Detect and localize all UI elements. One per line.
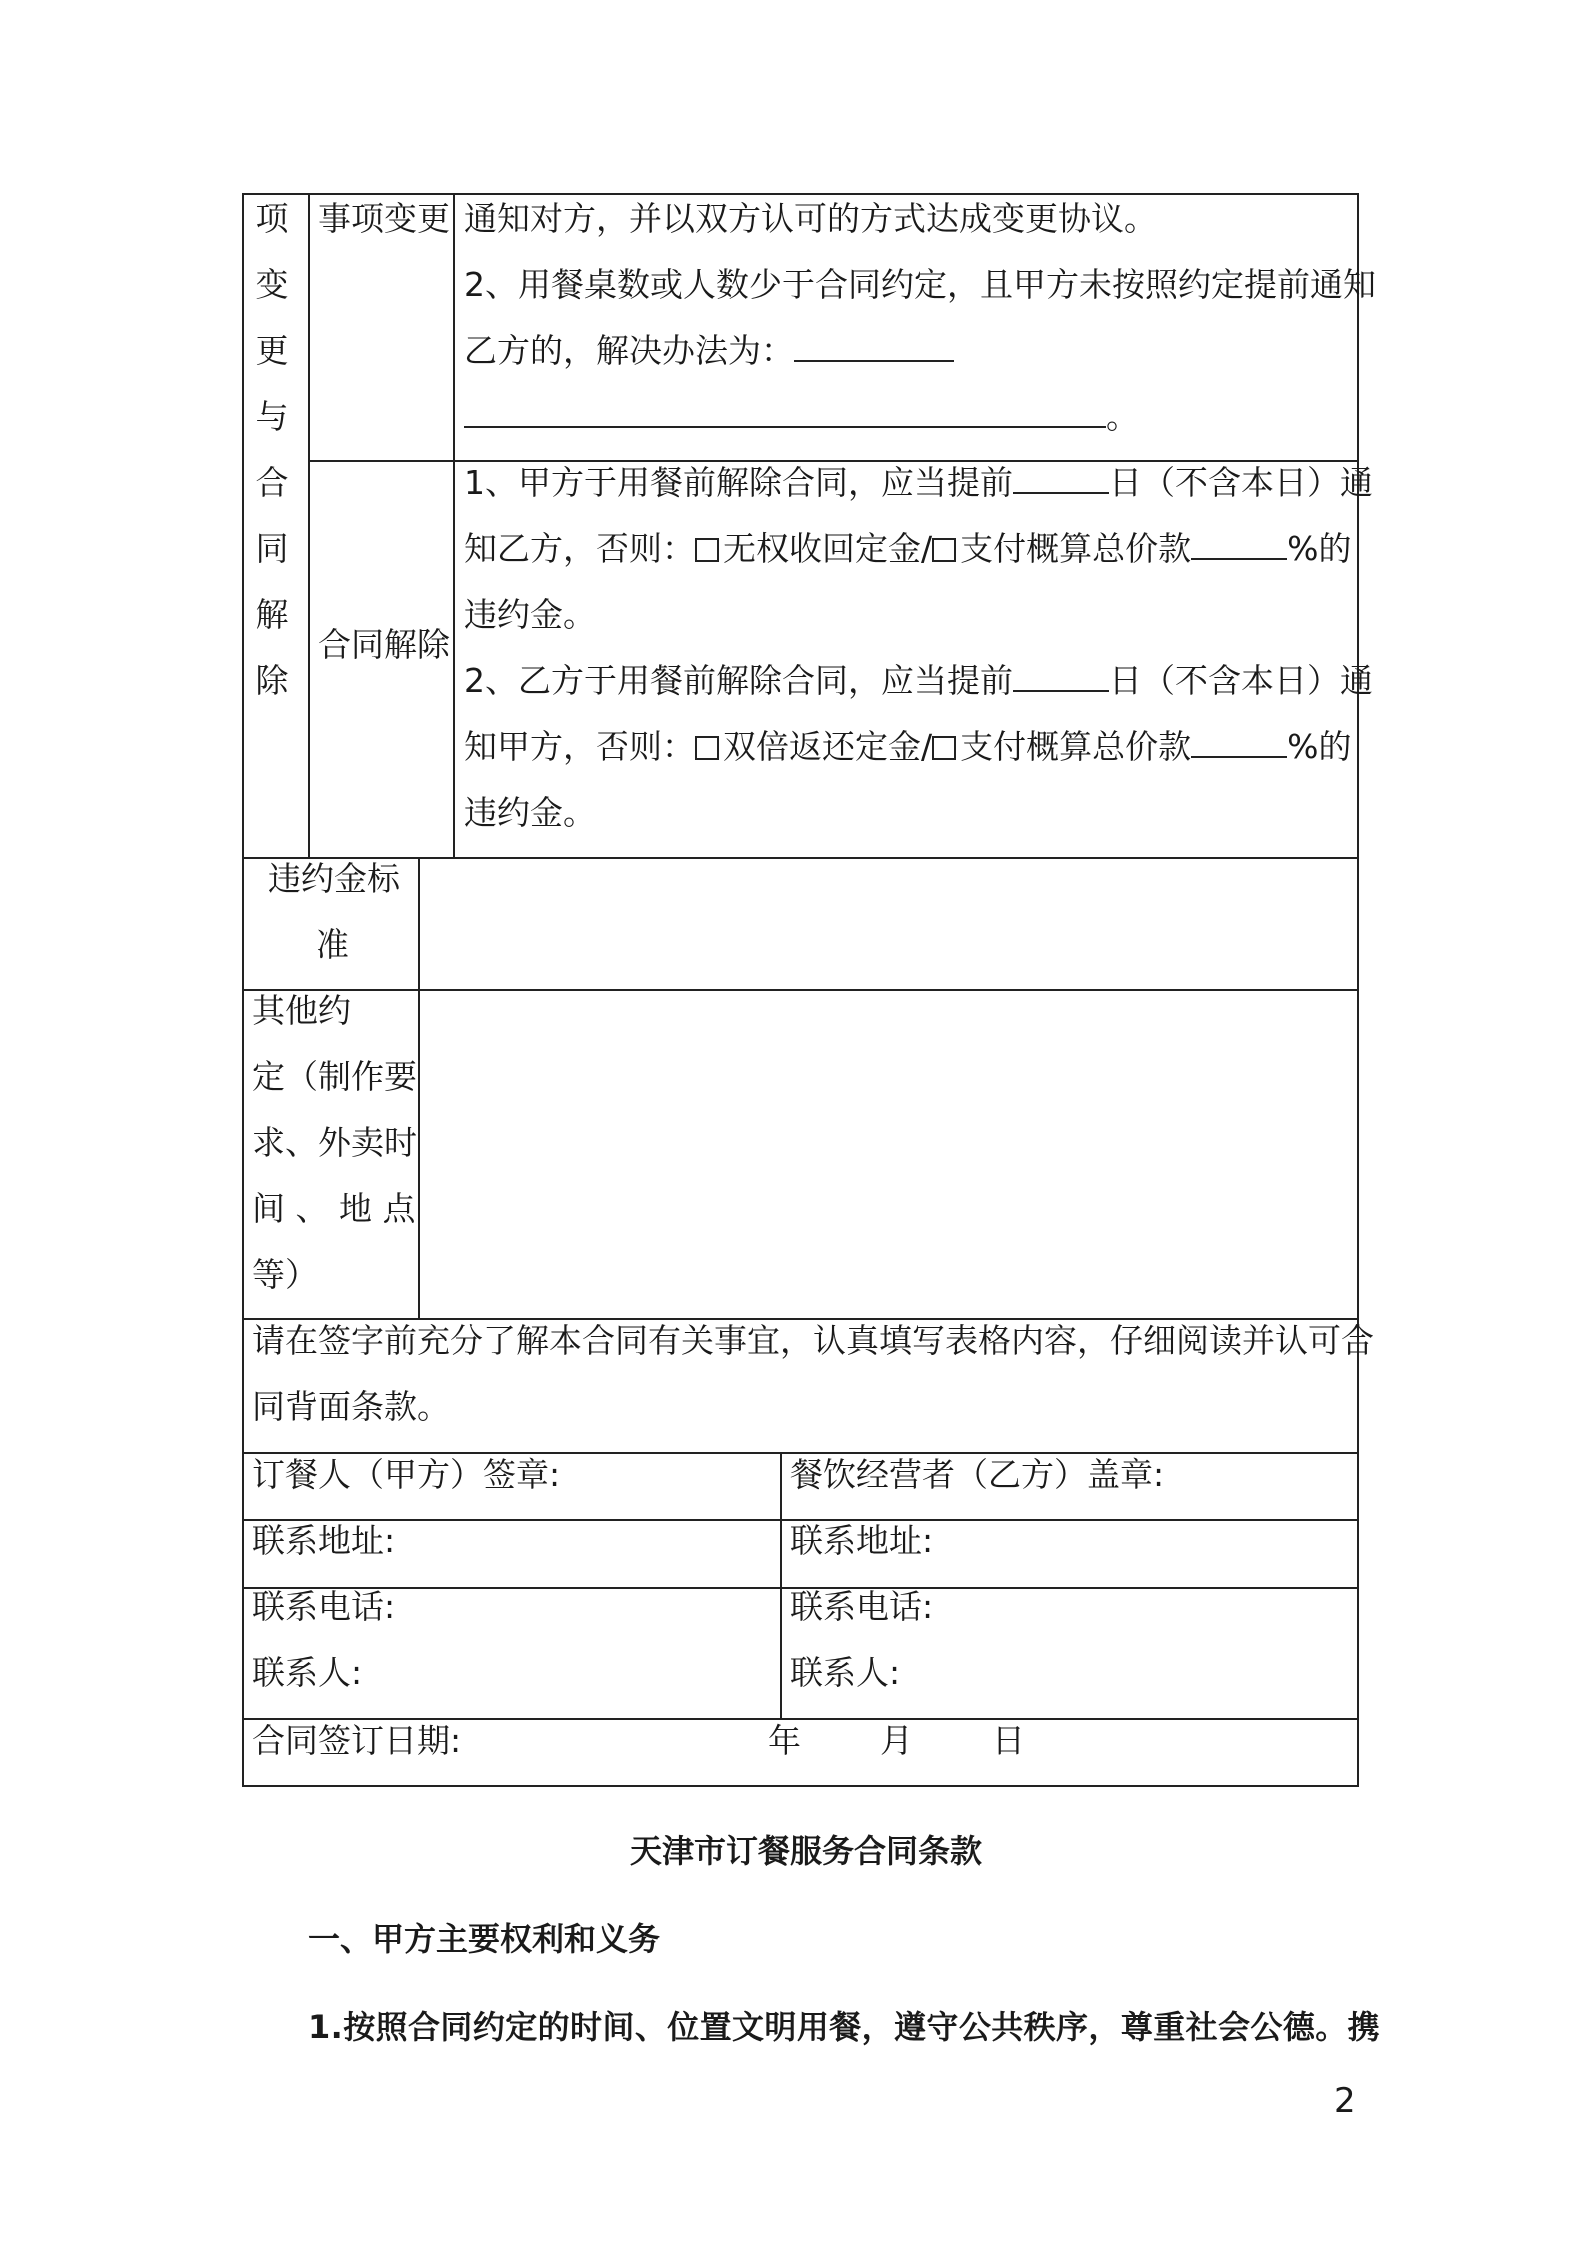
sign-date-year: 年 [768, 1721, 801, 1760]
resolution-blank-short[interactable] [794, 330, 954, 362]
change-label: 事项变更 [318, 199, 450, 238]
change-line-3 [464, 318, 954, 384]
other-label-line: 定（制作要 [252, 1057, 417, 1096]
contact-a: 联系人: [252, 1653, 363, 1692]
terms-section-1: 一、甲方主要权利和义务 [308, 1920, 661, 1958]
other-label-line: 间 、 地 点 [252, 1189, 416, 1228]
contact-b: 联系人: [790, 1653, 901, 1692]
other-label-line: 其他约 [252, 991, 351, 1030]
term-a-days-blank[interactable] [1013, 462, 1109, 494]
divider-party-col [780, 1452, 782, 1720]
term-b-line-2-pre: 知甲方，否则： [464, 727, 695, 766]
phone-b: 联系电话: [790, 1587, 934, 1626]
divider-other-top [242, 989, 1359, 991]
penalty-label-1: 违约金标 [268, 859, 400, 898]
change-line-2: 2、用餐桌数或人数少于合同约定，且甲方未按照约定提前通知 [464, 265, 1376, 304]
notice-line-1: 请在签字前充分了解本合同有关事宜，认真填写表格内容，仔细阅读并认可合 [252, 1321, 1374, 1360]
term-b-line-2-post: %的 [1287, 727, 1352, 766]
sign-date-day: 日 [992, 1721, 1025, 1760]
party-b-sign: 餐饮经营者（乙方）盖章: [790, 1455, 1165, 1494]
term-b-days-blank[interactable] [1013, 660, 1109, 692]
change-line-3-text: 乙方的，解决办法为： [464, 331, 794, 370]
vertical-heading-char: 解 [255, 595, 289, 634]
sign-date-month: 月 [880, 1721, 913, 1760]
term-a-option-2: 支付概算总价款 [960, 529, 1192, 568]
term-a-percent-blank[interactable] [1191, 528, 1287, 560]
terms-title: 天津市订餐服务合同条款 [630, 1832, 983, 1870]
divider-penalty-top [242, 857, 1359, 859]
term-b-option-1: 双倍返还定金/ [723, 727, 933, 766]
term-a-line-1 [464, 450, 1373, 516]
checkbox-icon[interactable] [932, 538, 956, 562]
other-label-line: 等） [252, 1255, 318, 1294]
vertical-heading-char: 变 [255, 265, 289, 304]
other-label-line: 求、外卖时 [252, 1123, 417, 1162]
divider-label-col [418, 857, 420, 1319]
penalty-label-2: 准 [316, 925, 349, 964]
vertical-heading-char: 除 [255, 661, 289, 700]
checkbox-icon[interactable] [695, 538, 719, 562]
address-a: 联系地址: [252, 1521, 396, 1560]
term-b-option-2: 支付概算总价款 [960, 727, 1192, 766]
page-number: 2 [1334, 2081, 1356, 2121]
terms-item-1: 1.按照合同约定的时间、位置文明用餐，遵守公共秩序，尊重社会公德。携 [308, 2008, 1381, 2046]
term-b-line-1 [464, 648, 1373, 714]
notice-line-2: 同背面条款。 [252, 1387, 450, 1426]
term-b-percent-blank[interactable] [1191, 726, 1287, 758]
term-a-option-1: 无权收回定金/ [723, 529, 933, 568]
divider-col2 [453, 193, 455, 858]
vertical-heading-char: 项 [255, 199, 289, 238]
change-line-4-end: 。 [1106, 397, 1139, 436]
table-border-bottom [242, 1785, 1359, 1787]
phone-a: 联系电话: [252, 1587, 396, 1626]
term-a-line-1-post: 日（不含本日）通 [1109, 463, 1373, 502]
term-b-line-2 [464, 714, 1351, 780]
term-b-line-3: 违约金。 [464, 793, 596, 832]
termination-label: 合同解除 [318, 625, 450, 664]
checkbox-icon[interactable] [932, 736, 956, 760]
change-line-4 [464, 384, 1139, 450]
change-line-1: 通知对方，并以双方认可的方式达成变更协议。 [464, 199, 1157, 238]
address-b: 联系地址: [790, 1521, 934, 1560]
resolution-blank-long[interactable] [464, 396, 1106, 428]
vertical-heading-char: 同 [255, 529, 289, 568]
term-a-line-1-pre: 1、甲方于用餐前解除合同，应当提前 [464, 463, 1013, 502]
sign-date-label: 合同签订日期: [252, 1721, 462, 1760]
vertical-heading-char: 更 [255, 331, 289, 370]
checkbox-icon[interactable] [695, 736, 719, 760]
term-b-line-1-post: 日（不含本日）通 [1109, 661, 1373, 700]
party-a-sign: 订餐人（甲方）签章: [252, 1455, 561, 1494]
term-b-line-1-pre: 2、乙方于用餐前解除合同，应当提前 [464, 661, 1013, 700]
term-a-line-2-pre: 知乙方，否则： [464, 529, 695, 568]
term-a-line-2 [464, 516, 1351, 582]
vertical-heading-char: 合 [255, 463, 289, 502]
term-a-line-3: 违约金。 [464, 595, 596, 634]
vertical-heading-char: 与 [255, 397, 289, 436]
term-a-line-2-post: %的 [1287, 529, 1352, 568]
divider-col1 [308, 193, 310, 858]
